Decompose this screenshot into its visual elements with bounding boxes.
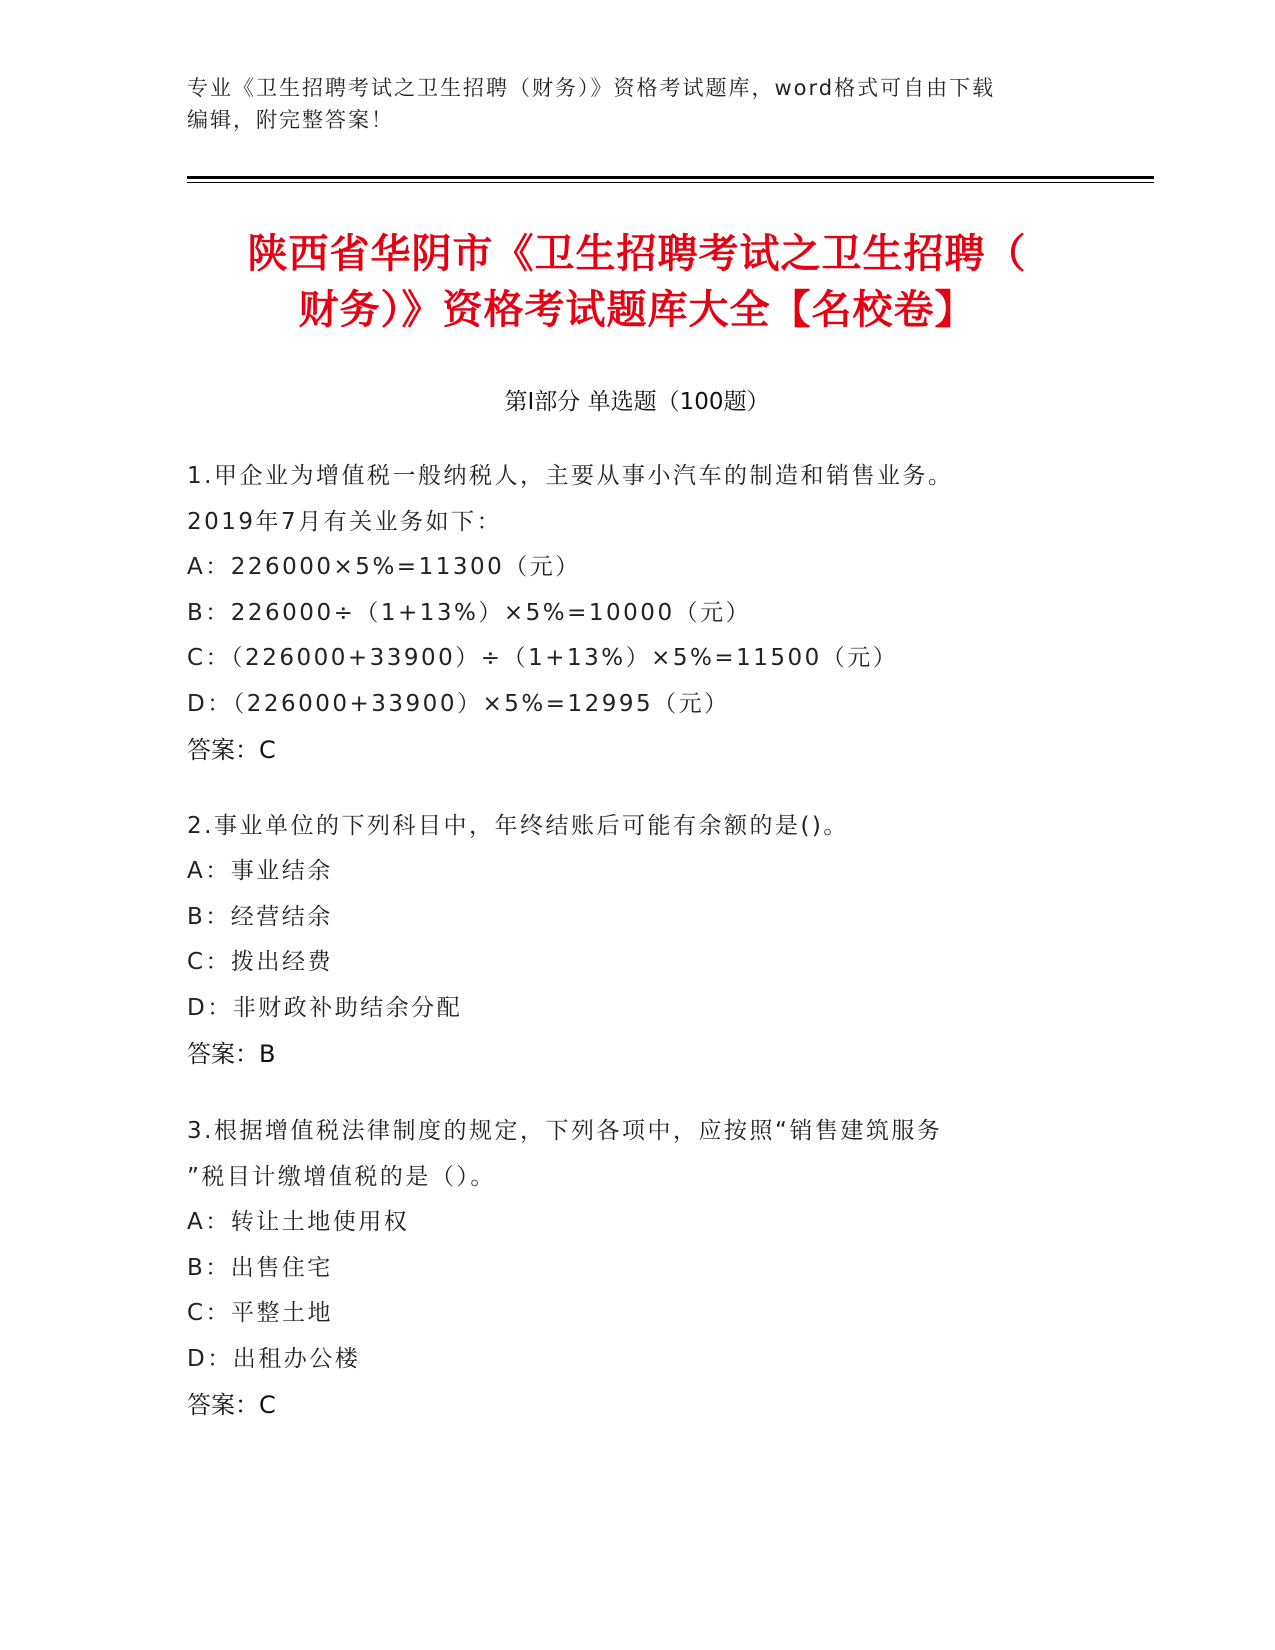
- answer: 答案：B: [187, 1040, 276, 1068]
- option-c: C：平整土地: [187, 1300, 334, 1326]
- question-stem: 3.根据增值税法律制度的规定，下列各项中，应按照“销售建筑服务: [187, 1118, 943, 1144]
- document-title-line: 陕西省华阴市《卫生招聘考试之卫生招聘（: [247, 231, 1027, 277]
- question-stem: 2.事业单位的下列科目中，年终结账后可能有余额的是()。: [187, 813, 849, 839]
- question-stem: 2019年7月有关业务如下：: [187, 509, 503, 535]
- option-c: C：（226000+33900）÷（1+13%）×5%=11500（元）: [187, 645, 899, 671]
- question-stem: 1.甲企业为增值税一般纳税人，主要从事小汽车的制造和销售业务。: [187, 463, 954, 489]
- option-a: A：事业结余: [187, 858, 333, 884]
- question-2: [187, 803, 1087, 1077]
- option-b: B：出售住宅: [187, 1254, 333, 1281]
- document-title: [187, 226, 1087, 338]
- header-note-line: 编辑，附完整答案！: [187, 108, 394, 132]
- question-3: [187, 1108, 1087, 1428]
- question-1: [187, 453, 1087, 773]
- option-a: A：转让土地使用权: [187, 1209, 410, 1235]
- option-d: D：非财政补助结余分配: [187, 994, 463, 1021]
- answer: 答案：C: [187, 1391, 276, 1419]
- question-stem: ”税目计缴增值税的是（）。: [187, 1164, 496, 1190]
- option-b: B：226000÷（1+13%）×5%=10000（元）: [187, 599, 752, 626]
- option-c: C：拨出经费: [187, 949, 334, 975]
- option-d: D：出租办公楼: [187, 1345, 361, 1372]
- header-note-line: 专业《卫生招聘考试之卫生招聘（财务）》资格考试题库，word格式可自由下载: [187, 76, 996, 100]
- header-note: [187, 72, 1067, 136]
- document-title-line: 财务）》资格考试题库大全【名校卷】: [298, 287, 976, 333]
- option-a: A：226000×5%=11300（元）: [187, 554, 581, 580]
- section-title: 第Ⅰ部分 单选题（100题）: [504, 389, 770, 415]
- header-divider-thin: [187, 182, 1154, 183]
- option-d: D：（226000+33900）×5%=12995（元）: [187, 690, 730, 717]
- answer: 答案：C: [187, 736, 276, 764]
- option-b: B：经营结余: [187, 903, 333, 930]
- header-divider-thick: [187, 176, 1154, 179]
